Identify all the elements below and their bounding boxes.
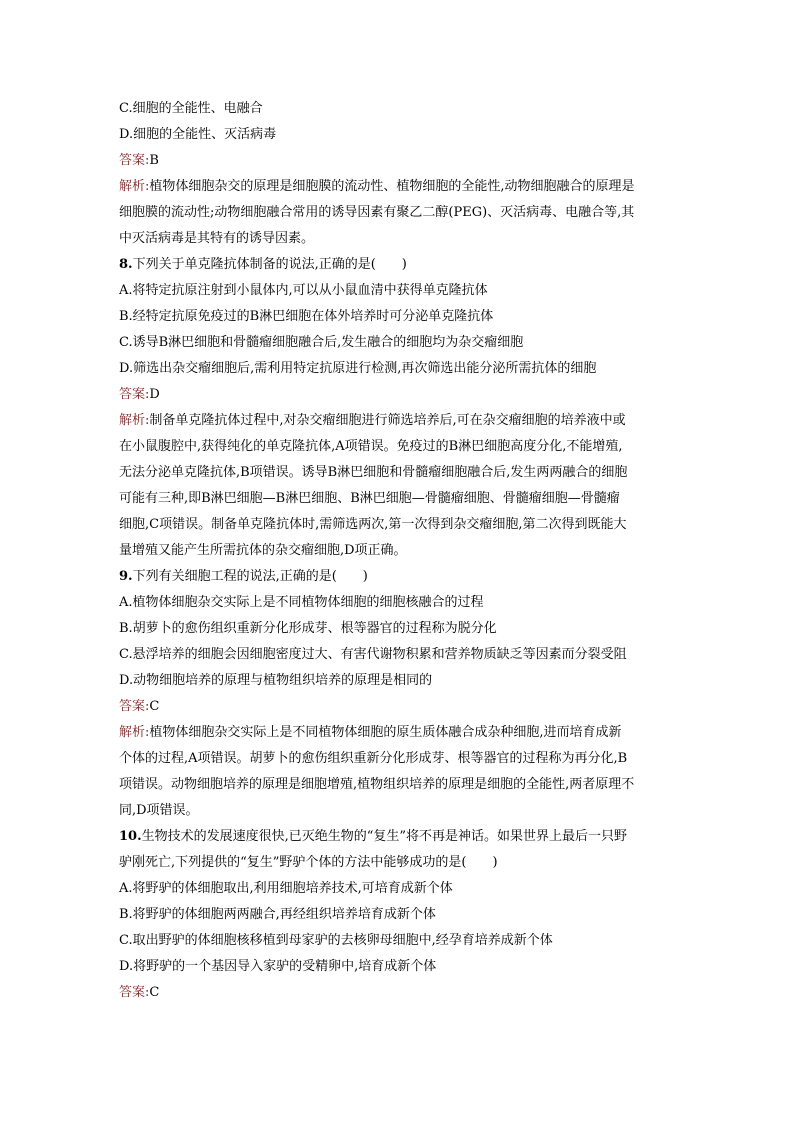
option-c: C.悬浮培养的细胞会因细胞密度过大、有害代谢物积累和营养物质缺乏等因素而分裂受阻 (119, 647, 627, 662)
explanation-line: 中灭活病毒是其特有的诱导因素。 (119, 231, 315, 246)
question-number: 8. (119, 257, 133, 272)
explanation-text: 植物体细胞杂交的原理是细胞膜的流动性、植物细胞的全能性,动物细胞融合的原理是 (149, 179, 635, 194)
option-a: A.将野驴的体细胞取出,利用细胞培养技术,可培育成新个体 (119, 881, 453, 896)
explanation-line: 在小鼠腹腔中,获得纯化的单克隆抗体,A项错误。免疫过的B淋巴细胞高度分化,不能增殖, (119, 439, 623, 454)
explanation-line (119, 720, 679, 746)
option-a: A.将特定抗原注射到小鼠体内,可以从小鼠血清中获得单克隆抗体 (119, 283, 488, 298)
document-page (119, 96, 679, 1006)
answer-line (119, 694, 679, 720)
question-stem-text: 下列关于单克隆抗体制备的说法,正确的是( ) (132, 257, 407, 272)
explanation-line: 同,D项错误。 (119, 803, 199, 818)
option-b: B.经特定抗原免疫过的B淋巴细胞在体外培养时可分泌单克隆抗体 (119, 309, 494, 324)
explanation-label: 解析: (119, 179, 150, 194)
answer-value: C (149, 699, 160, 714)
explanation-line (119, 408, 679, 434)
answer-line (119, 980, 679, 1006)
explanation-label: 解析: (119, 725, 150, 740)
explanation-line: 项错误。动物细胞培养的原理是细胞增殖,植物组织培养的原理是细胞的全能性,两者原理不 (119, 777, 635, 792)
answer-value: C (149, 985, 160, 1000)
question-7 (119, 96, 679, 252)
option-c: C.取出野驴的体细胞核移植到母家驴的去核卵母细胞中,经孕育培养成新个体 (119, 933, 553, 948)
option-b: B.将野驴的体细胞两两融合,再经组织培养培育成新个体 (119, 907, 436, 922)
answer-label: 答案: (119, 985, 150, 1000)
explanation-label: 解析: (119, 413, 150, 428)
explanation-text: 制备单克隆抗体过程中,对杂交瘤细胞进行筛选培养后,可在杂交瘤细胞的培养液中或 (149, 413, 626, 428)
explanation-line (119, 174, 679, 200)
option-b: B.胡萝卜的愈伤组织重新分化形成芽、根等器官的过程称为脱分化 (119, 621, 497, 636)
question-stem (119, 564, 679, 590)
answer-value: D (149, 387, 160, 402)
explanation-line: 细胞膜的流动性;动物细胞融合常用的诱导因素有聚乙二醇(PEG)、灭活病毒、电融合等,其 (119, 205, 635, 220)
answer-label: 答案: (119, 699, 150, 714)
option-d: D.细胞的全能性、灭活病毒 (119, 127, 277, 142)
question-number: 9. (119, 569, 133, 584)
question-stem (119, 252, 679, 278)
question-9 (119, 564, 679, 824)
option-a: A.植物体细胞杂交实际上是不同植物体细胞的细胞核融合的过程 (119, 595, 484, 610)
question-stem-text: 下列有关细胞工程的说法,正确的是( ) (132, 569, 368, 584)
explanation-line: 个体的过程,A项错误。胡萝卜的愈伤组织重新分化形成芽、根等器官的过程称为再分化,B (119, 751, 628, 766)
answer-label: 答案: (119, 153, 150, 168)
question-stem (119, 824, 679, 850)
question-8 (119, 252, 679, 564)
answer-line (119, 148, 679, 174)
answer-value: B (149, 153, 159, 168)
option-c: C.诱导B淋巴细胞和骨髓瘤细胞融合后,发生融合的细胞均为杂交瘤细胞 (119, 335, 524, 350)
explanation-text: 植物体细胞杂交实际上是不同植物体细胞的原生质体融合成杂种细胞,进而培育成新 (149, 725, 622, 740)
option-d: D.将野驴的一个基因导入家驴的受精卵中,培育成新个体 (119, 959, 437, 974)
explanation-line: 无法分泌单克隆抗体,B项错误。诱导B淋巴细胞和骨髓瘤细胞融合后,发生两两融合的细胞 (119, 465, 628, 480)
question-number: 10. (119, 829, 142, 844)
question-stem-text: 生物技术的发展速度很快,已灭绝生物的“复生”将不再是神话。如果世界上最后一只野 (141, 829, 628, 844)
explanation-line: 细胞,C项错误。制备单克隆抗体时,需筛选两次,第一次得到杂交瘤细胞,第二次得到既能大 (119, 517, 627, 532)
explanation-line: 可能有三种,即B淋巴细胞—B淋巴细胞、B淋巴细胞—骨髓瘤细胞、骨髓瘤细胞—骨髓瘤 (119, 491, 620, 506)
option-d: D.动物细胞培养的原理与植物组织培养的原理是相同的 (119, 673, 433, 688)
explanation-line: 量增殖又能产生所需抗体的杂交瘤细胞,D项正确。 (119, 543, 407, 558)
answer-line (119, 382, 679, 408)
question-stem-continued: 驴刚死亡,下列提供的“复生”野驴个体的方法中能够成功的是( ) (119, 855, 498, 870)
answer-label: 答案: (119, 387, 150, 402)
option-d: D.筛选出杂交瘤细胞后,需利用特定抗原进行检测,再次筛选出能分泌所需抗体的细胞 (119, 361, 597, 376)
question-10 (119, 824, 679, 1006)
option-c: C.细胞的全能性、电融合 (119, 101, 263, 116)
